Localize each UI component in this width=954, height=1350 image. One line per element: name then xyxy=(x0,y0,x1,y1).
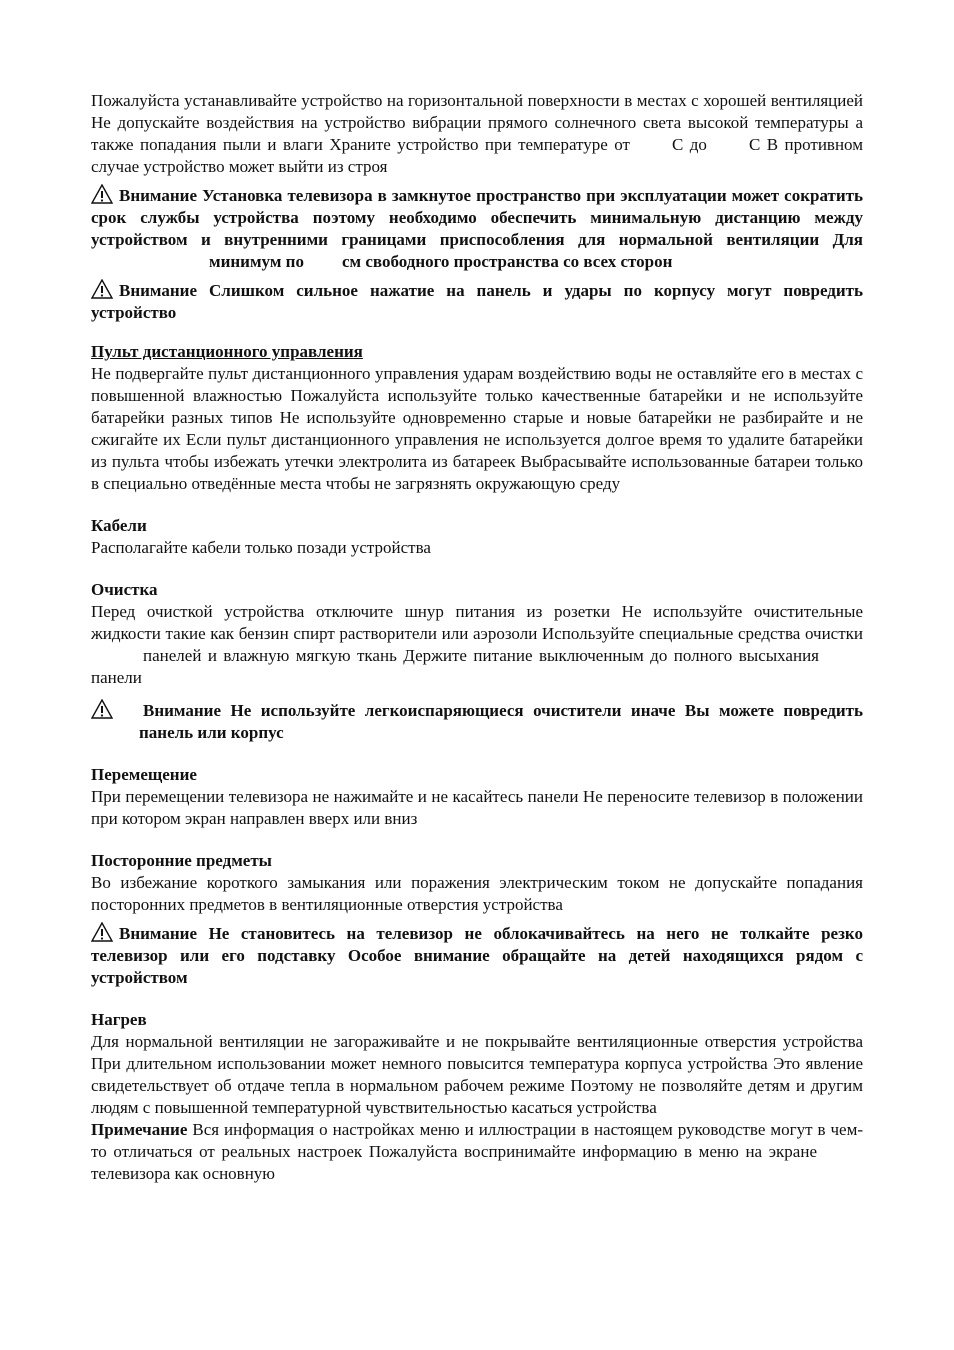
section-text-remote: Не подвергайте пульт дистанционного управления ударам воздействию воды не оставляйте его в местах с повышенной влажностью Пожалуйста используйте только качественные батарейки и не используйте батарейки разных типов Не используйте одновременно старые и новые батарейки не разбирайте и не сжигайте их Если пульт дистанционного управления не используется долгое время то удалите батарейки из пульта чтобы избежать утечки электролита из батареек Выбрасывайте использованные батареи только в специально отведённые места чтобы не загрязнять окружающую среду xyxy=(91,364,863,493)
warning-cleaning xyxy=(91,699,863,744)
section-text-moving: При перемещении телевизора не нажимайте и не касайтесь панели Не переносите телевизор в положении при котором экран направлен вверх или вниз xyxy=(91,787,863,828)
section-title-heat: Нагрев xyxy=(91,1010,147,1029)
warning-stand-text: Внимание Не становитесь на телевизор не облокачивайтесь на него не толкайте резко телевизор или его подставку Особое внимание обращайте на детей находящихся рядом с устройством xyxy=(91,924,863,987)
warning-cleaning-text: Внимание Не используйте легкоиспаряющиеся очистители иначе Вы можете повредить xyxy=(143,701,863,720)
warning-triangle-icon xyxy=(91,699,113,719)
warning-triangle-icon xyxy=(91,184,113,204)
intro-end-text: С В противном случае устройство может выйти из строя xyxy=(91,135,863,176)
note-text-b: телевизора как основную xyxy=(91,1164,275,1183)
warning-installation xyxy=(91,184,863,273)
warning-pressure-text: Внимание Слишком сильное нажатие на панель и удары по корпусу могут повредить устройство xyxy=(91,281,863,322)
manual-page xyxy=(91,90,863,1185)
section-title-remote: Пульт дистанционного управления xyxy=(91,342,363,361)
warning-installation-text: Внимание Установка телевизора в замкнутое пространство при эксплуатации может сократить срок службы устройства поэтому необходимо обеспечить минимальную дистанцию между устройством и внутренними границами приспособления для нормальной вентиляции Для xyxy=(91,186,863,249)
cleaning-text-a: Перед очисткой устройства отключите шнур питания из розетки Не используйте очистительные жидкости такие как бензин спирт растворители или аэрозоли Используйте специальные средства очистки xyxy=(91,602,863,643)
intro-paragraph xyxy=(91,90,863,178)
section-text-foreign: Во избежание короткого замыкания или поражения электрическим током не допускайте попадания посторонних предметов в вентиляционные отверстия устройства xyxy=(91,873,863,914)
warning-triangle-icon xyxy=(91,279,113,299)
note-text-a: Вся информация о настройках меню и иллюстрации в настоящем руководстве могут в чем-то отличаться от реальных настроек Пожалуйста воспринимайте информацию в меню на экране xyxy=(91,1120,863,1161)
intro-temp-text: С до xyxy=(671,135,707,154)
warning-installation-end: свободного пространства со всех сторон xyxy=(365,252,673,271)
warning-triangle-icon xyxy=(91,922,113,942)
warning-cleaning-end: панель или корпус xyxy=(139,723,284,742)
section-text-heat: Для нормальной вентиляции не загораживайте и не покрывайте вентиляционные отверстия устройства При длительном использовании может немного повысится температура корпуса устройства Это явление свидетельствует об отдаче тепла в нормальном рабочем режиме Поэтому не позволяйте детям и другим людям с повышенной температурной чувствительностью касаться устройства xyxy=(91,1032,863,1117)
intro-text: Пожалуйста устанавливайте устройство на горизонтальной поверхности в местах с хорошей вентиляцией Не допускайте воздействия на устройство вибрации прямого солнечного света высокой температуры а также попадания пыли и влаги Храните устройство при температуре от xyxy=(91,91,863,154)
note-label: Примечание xyxy=(91,1120,188,1139)
section-text-cleaning xyxy=(91,601,863,689)
section-title-cables: Кабели xyxy=(91,516,147,535)
warning-stand xyxy=(91,922,863,989)
warning-installation-min: минимум по xyxy=(209,252,304,271)
cleaning-text-c: панели xyxy=(91,668,142,687)
cleaning-text-b: панелей и влажную мягкую ткань Держите питание выключенным до полного высыхания xyxy=(143,646,819,665)
section-text-cables: Располагайте кабели только позади устройства xyxy=(91,538,431,557)
section-title-foreign: Посторонние предметы xyxy=(91,851,272,870)
warning-installation-unit: см xyxy=(341,252,362,271)
warning-pressure xyxy=(91,279,863,324)
section-title-cleaning: Очистка xyxy=(91,580,158,599)
section-title-moving: Перемещение xyxy=(91,765,197,784)
note-paragraph xyxy=(91,1119,863,1185)
